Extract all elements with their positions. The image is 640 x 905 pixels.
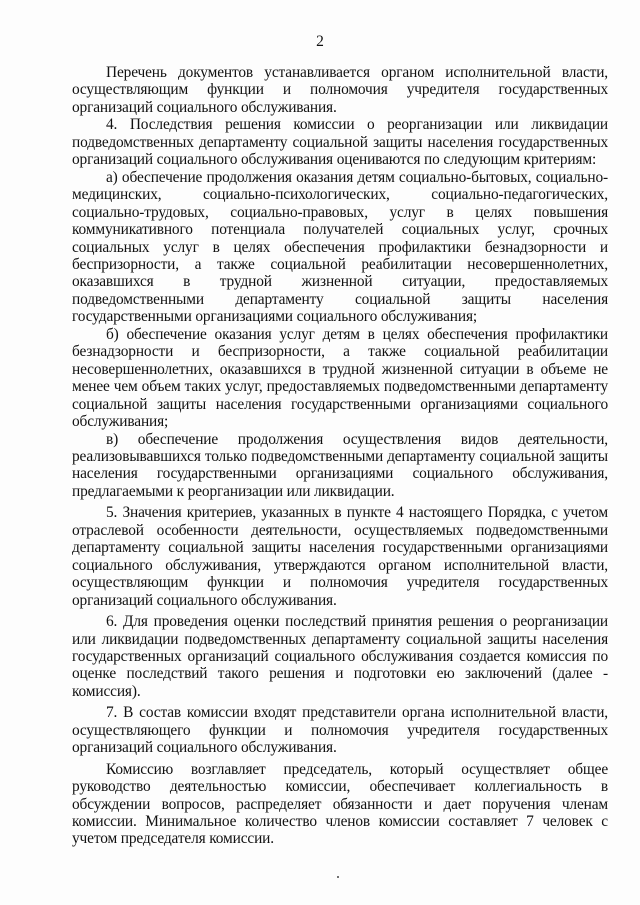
paragraph-item-6: 6. Для проведения оценки последствий принятия решения о реорганизации или ликвидации подведомственных департаменту социальной защиты населения государственных организаций социального обслуживания создается комиссия по оценке последствий такого решения и подготовки ею заключений (далее - комиссия). xyxy=(72,613,608,700)
paragraph-commission-chair: Комиссию возглавляет председатель, который осуществляет общее руководство деятельностью комиссии, обеспечивает коллегиальность в обсуждении вопросов, распределяет обязанности и дает поручения членам комиссии. Минимальное количество членов комиссии составляет 7 человек с учетом председателя комиссии. xyxy=(72,760,608,848)
paragraph-item-4: 4. Последствия решения комиссии о реорганизации или ликвидации подведомственных департаменту социальной защиты населения государственных организаций социального обслуживания оцениваются по следующим критериям: xyxy=(72,116,608,169)
page-number: 2 xyxy=(316,33,324,50)
paragraph-item-7: 7. В состав комиссии входят представители органа исполнительной власти, осуществляющего функции и полномочия учредителя государственных организаций социального обслуживания. xyxy=(72,704,608,757)
document-body xyxy=(72,64,608,848)
paragraph-item-4b: б) обеспечение оказания услуг детям в целях обеспечения профилактики безнадзорности и беспризорности, а также социальной реабилитации несовершеннолетних, оказавшихся в трудной жизненной ситуации в объеме не менее чем объем таких услуг, предоставляемых подведомственными департаменту социальной защиты населения государственными организациями социального обслуживания; xyxy=(72,325,608,431)
paragraph-item-4v: в) обеспечение продолжения осуществления видов деятельности, реализовывавшихся только подведомственными департаменту социальной защиты населения государственными организациями социального обслуживания, предлагаемыми к реорганизации или ликвидации. xyxy=(72,430,608,500)
scan-speck xyxy=(337,876,339,878)
paragraph-documents-list: Перечень документов устанавливается органом исполнительной власти, осуществляющим функции и полномочия учредителя государственных организаций социального обслуживания. xyxy=(72,64,608,116)
paragraph-item-5: 5. Значения критериев, указанных в пункте 4 настоящего Порядка, с учетом отраслевой особенности деятельности, осуществляемых подведомственными департаменту социальной защиты населения государственными организациями социального обслуживания, утверждаются органом исполнительной власти, осуществляющим функции и полномочия учредителя государственных организаций социального обслуживания. xyxy=(72,504,608,609)
paragraph-item-4a: а) обеспечение продолжения оказания детям социально-бытовых, социально-медицинских, социально-психологических, социально-педагогических, социально-трудовых, социально-правовых, услуг в целях повышения коммуникативного потенциала получателей социальных услуг, срочных социальных услуг в целях обеспечения профилактики безнадзорности и беспризорности, а также социальной реабилитации несовершеннолетних, оказавшихся в трудной жизненной ситуации, предоставляемых подведомственными департаменту социальной защиты населения государственными организациями социального обслуживания; xyxy=(72,168,608,326)
